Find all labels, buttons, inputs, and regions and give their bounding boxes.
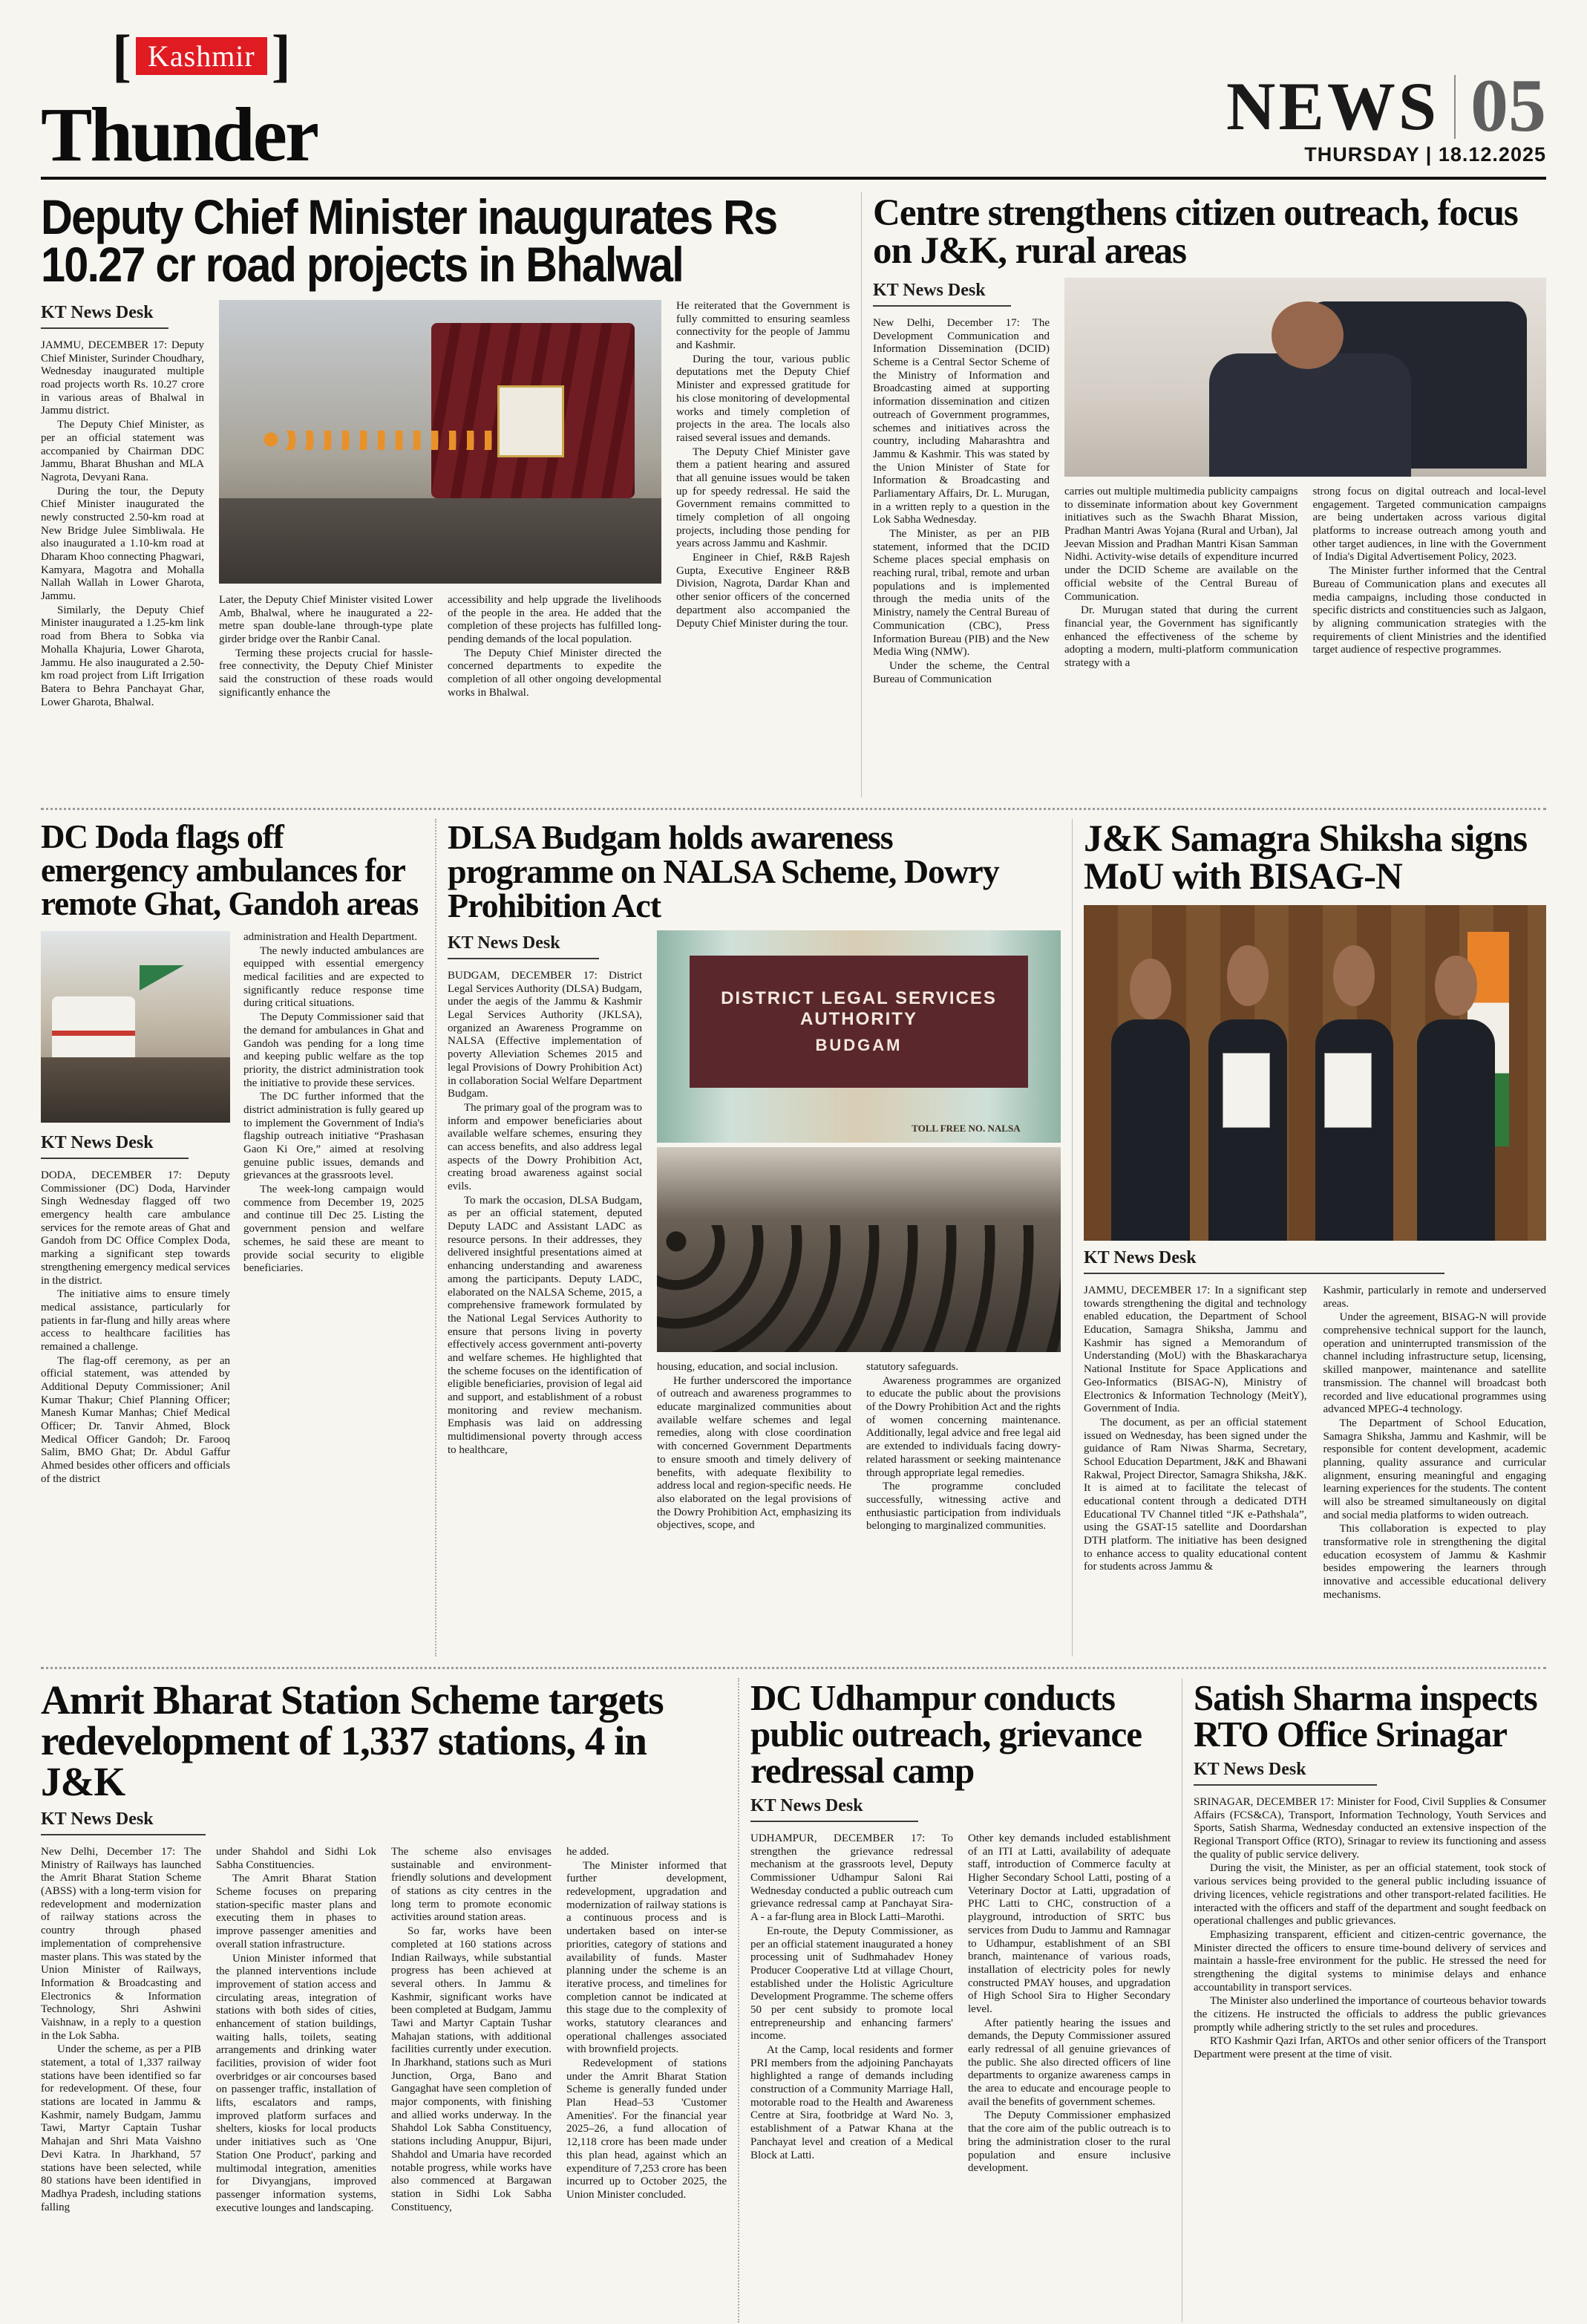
article-doda-ambulances bbox=[41, 819, 424, 1656]
page-number: 05 bbox=[1470, 64, 1546, 148]
masthead-right bbox=[1226, 64, 1546, 169]
article-column: administration and Health Department. The newly inducted ambulances are equipped with essential emergency medical facilities and are expected to significantly reduce response time during critical situations. The Deputy Commissioner said that the demand for ambulances in Ghat and Gandoh was pending for a long time and keeping public welfare as the top priority, the district administration took the initiative to provide these services. The DC further informed that the district administration is fully geared up to implement the Government of India's flagship outreach initiative “Prashasan Gaon Ki Ore,” aimed at resolving genuine public issues, demands and grievances at the grassroots level. The week-long campaign would commence from December 19, 2025 and continue till Dec 25. Listing the government pension and welfare schemes, he said these are meant to provide social security to eligible beneficiaries. bbox=[243, 931, 424, 1275]
byline: KT News Desk bbox=[448, 933, 599, 959]
article-dlsa-budgam bbox=[448, 819, 1061, 1656]
article-amrit-bharat-stations bbox=[41, 1678, 727, 2323]
article-headline: Deputy Chief Minister inaugurates Rs 10.27 cr road projects in Bhalwal bbox=[41, 189, 777, 293]
vertical-rule bbox=[435, 819, 436, 1656]
article-column: accessibility and help upgrade the livelihoods of the people in the area. He added that the completion of these projects has fulfilled long-pending demands of the local population. The Deputy Chief Minister directed the concerned departments to expedite the completion of all other ongoing developmental works in Bhalwal. bbox=[448, 594, 661, 699]
article-column: JAMMU, DECEMBER 17: In a significant step towards strengthening the digital and technology enabled education, the Department of School Education, Samagra Shiksha, Jammu and Kashmir has signed a Memorandum of Understanding (MoU) with the Bhaskaracharya National Institute for Space Applications and Geo-Informatics (BISAG-N), Ministry of Electronics & Information Technology (MeitY), Government of India. The document, as per an official statement issued on Wednesday, has been signed under the guidance of Ram Niwas Sharma, Secretary, School Education Department, J&K and Bhawani Rakwal, Project Director, Samagra Shiksha, J&K. It is aimed at to facilitate the telecast of educational content through a dedicated DTH Educational TV Channel titled “JK e-Pathshala”, using the GSAT-15 satellite and Doordarshan DTH platform. The initiative has been designed to enhance access to quality educational content for students across Jammu & bbox=[1084, 1285, 1307, 1573]
article-column: under Shahdol and Sidhi Lok Sabha Constituencies. The Amrit Bharat Station Scheme focuses on preparing station-specific master plans and executing them in phases to improve passenger amenities and overall station infrastructure. Union Minister informed that the planned interventions include improvement of station access and circulating areas, integration of stations with both sides of cities, enhancement of station buildings, waiting halls, toilets, seating arrangements and drinking water facilities, provision of wider foot overbridges or air concourses based on passenger traffic, installation of lifts, escalators and ramps, improved platform surfaces and shelters, kiosks for local products under initiatives such as 'One Station One Product', parking and multimodal integration, amenities for Divyangjans, improved passenger information systems, executive lounges and landscaping. bbox=[216, 1846, 376, 2214]
article-column: He reiterated that the Government is fully committed to ensuring seamless connectivity for the people of Jammu and Kashmir. During the tour, various public deputations met the Deputy Chief Minister and expressed gratitude for his close monitoring of developmental works and timely completion of projects in the area. The locals also raised several issues and demands. The Deputy Chief Minister gave them a patient hearing and assured that all genuine issues would be taken up for speedy redressal. He said the Government remains committed to timely completion of all ongoing projects, including those pending for years across Jammu and Kashmir. Engineer in Chief, R&B Rajesh Gupta, Executive Engineer R&B Division, Nagrota, Dardar Khan and other senior officers of the concerned department also accompanied the Deputy Chief Minister during the tour. bbox=[676, 300, 850, 630]
masthead bbox=[41, 21, 1546, 180]
vertical-rule bbox=[738, 1678, 739, 2323]
article-bhalwal-roads bbox=[41, 189, 850, 797]
bracket-close-glyph: ] bbox=[271, 23, 291, 88]
byline: KT News Desk bbox=[1194, 1760, 1377, 1786]
byline: KT News Desk bbox=[41, 1133, 189, 1159]
article-column: housing, education, and social inclusion. He further underscored the importance of outreach and awareness programmes to educate marginalized communities about available welfare schemes and legal remedies, along with close coordination with concerned Government Departments to ensure smooth and timely delivery of benefits, with adequate flexibility to address local and region-specific needs. He also elaborated on the legal provisions of the Dowry Prohibition Act, emphasizing its objectives, scope, and bbox=[657, 1361, 851, 1532]
vertical-rule bbox=[1072, 819, 1073, 1656]
article-rto-inspection bbox=[1194, 1678, 1546, 2323]
banner-text: DISTRICT LEGAL SERVICES AUTHORITY BUDGAM bbox=[690, 956, 1029, 1087]
section-title: NEWS bbox=[1226, 68, 1439, 145]
byline: KT News Desk bbox=[41, 303, 168, 329]
dlsa-banner-photo bbox=[657, 930, 1061, 1143]
vertical-rule bbox=[861, 192, 862, 797]
mou-signing-photo bbox=[1084, 905, 1546, 1241]
brand-badge: Kashmir bbox=[136, 37, 267, 75]
article-column: SRINAGAR, DECEMBER 17: Minister for Food, Civil Supplies & Consumer Affairs (FCS&CA), Transport, Information Technology, Youth Services and Sports, Satish Sharma, Wednesday conducted an extensive inspection of the Regional Transport Office (RTO), Srinagar to review its functioning and assess the quality of public service delivery. During the visit, the Minister, as per an official statement, took stock of various services being provided to the general public including issuance of driving licences, vehicle registrations and other transport-related facilities. He interacted with the officers and staff of the department and sought feedback on operational challenges and public grievances. Emphasizing transparent, efficient and citizen-centric governance, the Minister directed the officers to ensure time-bound delivery of services and maintain a hassle-free environment for the public. He stressed the need for strengthening the digital systems to minimise delays and enhance accountability in transport services. The Minister also underlined the importance of courteous behavior towards the citizens. He instructed the officials to address the public grievances promptly while adhering strictly to the set rules and procedures. RTO Kashmir Qazi Irfan, ARTOs and other senior officers of the Transport Department were present at the time of visit. bbox=[1194, 1796, 1546, 2061]
article-column: DODA, DECEMBER 17: Deputy Commissioner (DC) Doda, Harvinder Singh Wednesday flagged off two emergency health care ambulance services for the remote areas of Ghat and Gandoh from DC Office Complex Doda, marking a significant step towards strengthening emergency medical services in the district. The initiative aims to ensure timely medical assistance, particularly for patients in far-flung and hilly areas where access to healthcare facilities has remained a challenge. The flag-off ceremony, as per an official statement, was attended by Additional Deputy Commissioner; Anil Kumar Thakur; Chief Planning Officer; Manesh Kumar Manhas; Chief Medical Officer; Dr. Tanvir Ahmed, Block Medical Officer Gandoh; Dr. Farooq Salim, BMO Ghat; Dr. Abdul Gaffur Ahmed besides other officers and officials of the district bbox=[41, 1169, 230, 1485]
article-column: Later, the Deputy Chief Minister visited Lower Amb, Bhalwal, where he inaugurated a 22-metre span double-lane through-type plate girder bridge over the Ranbir Canal. Terming these projects crucial for hassle-free connectivity, the Deputy Chief Minister said the construction of these roads would significantly enhance the bbox=[219, 594, 433, 699]
byline: KT News Desk bbox=[750, 1796, 918, 1822]
article-column: carries out multiple multimedia publicity campaigns to disseminate information about key Government initiatives such as the Swachh Bharat Mission, Pradhan Mantri Awas Yojana (Rural and Urban), Jal Jeevan Mission and Pradhan Mantri Kisan Samman Nidhi. Activity-wise details of expenditure incurred under the DCID Scheme are available on the official website of the Central Bureau of Communication. Dr. Murugan stated that during the current financial year, the Government has significantly enhanced the effectiveness of the scheme by adopting a modern, multi-platform communication strategy with a bbox=[1064, 486, 1298, 669]
article-headline: Centre strengthens citizen outreach, focus on J&K, rural areas bbox=[873, 192, 1518, 272]
byline: KT News Desk bbox=[41, 1809, 206, 1835]
article-column: Kashmir, particularly in remote and underserved areas. Under the agreement, BISAG-N will provide comprehensive technical support for the launch, operation and uninterrupted transmission of the channel including infrastructure setup, licensing, skilled manpower, maintenance and satellite transmission. The channel will broadcast both recorded and live educational programmes using advanced MPEG-4 technology. The Department of School Education, Samagra Shiksha, Jammu and Kashmir, will be responsible for content development, academic planning, quality assurance and curricular alignment, ensuring meaningful and engaging learning experiences for the students. The content will also be streamed simultaneously on digital and social media platforms to widen outreach. This collaboration is expected to play transformative role in strengthening the digital education ecosystem of Jammu & Kashmir besides empowering the learners through innovative and accessible educational delivery mechanisms. bbox=[1323, 1285, 1546, 1601]
article-column: New Delhi, December 17: The Development Communication and Information Dissemination (DCID) Scheme is a Central Sector Scheme of the Ministry of Information and Broadcasting aimed at supporting information dissemination and citizen outreach of Government programmes, schemes and initiatives across the country, including Maharashtra and Jammu & Kashmir. This was stated by the Union Minister of State for Information & Broadcasting and Parliamentary Affairs, Dr. L. Murugan, in a written reply to a question in the Lok Sabha Wednesday. The Minister, as per an PIB statement, informed that the DCID Scheme places special emphasis on reaching rural, tribal, remote and urban populations and is implemented through the media units of the Ministry, namely the Central Bureau of Communication (CBC), Press Information Bureau (PIB) and the New Media Wing (NMW). Under the scheme, the Central Bureau of Communication bbox=[873, 317, 1050, 685]
article-column: strong focus on digital outreach and local-level engagement. Targeted communication campaigns are being undertaken across various digital platforms to increase outreach among youth and other target audiences, in line with the Government of India's Digital Advertisement Policy, 2023. The Minister further informed that the Central Bureau of Communication plans and executes all media campaigns, including those conducted in specific districts and constituencies such as Jalgaon, by aligning communication strategies with the requirements of client Ministries and the identified target audience of respective programmes. bbox=[1312, 486, 1546, 656]
article-headline: Amrit Bharat Station Scheme targets redevelopment of 1,337 stations, 4 in J&K bbox=[41, 1677, 664, 1805]
article-column: New Delhi, December 17: The Ministry of Railways has launched the Amrit Bharat Station Scheme (ABSS) with a long-term vision for redevelopment and modernization of railway stations across the country through phased implementation of comprehensive master plans. This was stated by the Union Minister of Railways, Information & Broadcasting and Electronics & Information Technology, Shri Ashwini Vaishnaw, in a reply to a question in the Lok Sabha. Under the scheme, as per a PIB statement, a total of 1,337 railway stations have been identified so far for redevelopment. Of these, four stations are located in Jammu & Kashmir, namely Budgam, Jammu Tawi, Martyr Captain Tushar Mahajan and Shri Mata Vaishno Devi Katra. In Jharkhand, 57 stations have been selected, while 80 stations have been identified in Madhya Pradesh, including stations falling bbox=[41, 1846, 201, 2213]
banner-tollfree-text: TOLL FREE NO. NALSA bbox=[912, 1122, 1021, 1134]
section-divider bbox=[1454, 75, 1456, 139]
article-column: BUDGAM, DECEMBER 17: District Legal Services Authority (DLSA) Budgam, under the aegis of the Jammu & Kashmir Legal Services Authority (JKLSA), organized an Awareness Programme on NALSA (Effective implementation of poverty Alleviation Schemes 2015 and legal Provisions of Dowry Prohibition Act) in collaboration Social Welfare Department Budgam. The primary goal of the program was to inform and empower beneficiaries about available welfare schemes, ensuring they can access benefits, and also address legal aspects of the Dowry Prohibition Act, creating broad awareness against social evils. To mark the occasion, DLSA Budgam, as per an official statement, deputed Deputy LADC and Assistant LADC as resource persons. In their addresses, they delivered insightful presentations aimed at enhancing understanding and awareness among the participants. Deputy LADC, elaborated on the NALSA Scheme, 2015, a comprehensive framework formulated by the National Legal Services Authority to ensure that persons living in poverty effectively access government anti-poverty and welfare schemes. He highlighted that the scheme focuses on the identification of eligible beneficiaries, provision of legal aid and support, and establishment of a robust monitoring and review mechanism. Emphasis was laid on addressing multidimensional poverty through access to healthcare, bbox=[448, 970, 642, 1456]
bracket-open-glyph: [ bbox=[112, 23, 131, 88]
article-headline: DC Udhampur conducts public outreach, grievance redressal camp bbox=[750, 1677, 1142, 1792]
article-column: Other key demands included establishment of an ITI at Latti, availability of adequate staff, introduction of Commerce faculty at Higher Secondary School Latti, posting of a Veterinary Doctor at Latti, upgradation of PHC Latti to CHC, construction of a playground, introduction of SRTC bus services from Dudu to Jammu and Ramnagar to Udhampur, establishment of an SBI branch, maintenance of various roads, installation of electricity poles for newly constructed PMAY houses, and upgradation of High School Sira to Higher Secondary level. After patiently hearing the issues and demands, the Deputy Commissioner assured early redressal of all genuine grievances of the public. She also directed officers of line departments to organize awareness camps in the area to educate and encourage people to avail the benefits of government schemes. The Deputy Commissioner emphasized that the core aim of the public outreach is to bring the administration closer to the rural population and ensure inclusive development. bbox=[968, 1832, 1171, 2175]
horizontal-rule bbox=[41, 808, 1546, 810]
brand-name: Thunder bbox=[41, 92, 318, 177]
article-column: The scheme also envisages sustainable and environment-friendly solutions and development of stations as city centres in the long term to promote economic activities around station areas. So far, works have been completed at 160 stations across Indian Railways, while substantial progress has been achieved at several others. In Jammu & Kashmir, significant works have been completed at Budgam, Jammu Tawi and Martyr Captain Tushar Mahajan stations, with additional facilities currently under execution. In Jharkhand, stations such as Muri Junction, Orga, Bano and Gangaghat have seen completion of major components, with finishing and allied works underway. In the Shahdol Lok Sabha Constituency, stations including Anuppur, Bijuri, Shahdol and Umaria have recorded notable progress, while works have also commenced at Bargawan station in Sidhi Lok Sabha Constituency, bbox=[391, 1846, 552, 2213]
byline: KT News Desk bbox=[1084, 1248, 1444, 1274]
date-line: THURSDAY | 18.12.2025 bbox=[1304, 143, 1546, 166]
brand-badge-row bbox=[112, 23, 291, 88]
road-inauguration-photo bbox=[219, 300, 661, 584]
ambulance-flagoff-photo bbox=[41, 931, 230, 1123]
article-column: UDHAMPUR, DECEMBER 17: To strengthen the grievance redressal mechanism at the grassroots level, Deputy Commissioner Udhampur Saloni Rai Wednesday conducted a public outreach cum grievance redressal camp at Panchayat Sira-A - a far-flung area in Block Latti–Marothi. En-route, the Deputy Commissioner, as per an official statement inaugurated a honey processing unit of Sudhmahadev Honey Producer Cooperative Ltd at village Chourt, established under the Holistic Agriculture Development Programme. The scheme offers 50 per cent subsidy to promote local entrepreneurship and enhancing farmers' income. At the Camp, local residents and former PRI members from the adjoining Panchayats highlighted a range of demands including construction of a Community Marriage Hall, motorable road to the Health and Awareness Centre at Sira, footbridge at Ward No. 3, establishment of a Patwar Khana at the Panchayat level and creation of a Medical Block at Latti. bbox=[750, 1832, 953, 2161]
article-column: JAMMU, DECEMBER 17: Deputy Chief Minister, Surinder Choudhary, Wednesday inaugurated multiple road projects worth Rs. 10.27 crore in various areas of Bhalwal in Jammu district. The Deputy Chief Minister, as per an official statement was accompanied by Chairman DDC Jammu, Bharat Bhushan and MLA Nagrota, Devyani Rana. During the tour, the Deputy Chief Minister inaugurated the newly constructed 2.50-km road at New Bridge Julee Simbliwala. He also inaugurated a 1.10-km road at Dharam Khoo connecting Phagwari, Kamyara, Magotra and Mohalla Nallah Wallah in Lower Gharota, Jammu. Similarly, the Deputy Chief Minister inaugurated a 1.25-km link road from Bhera to Sobka via Mohalla Khajuria, Lower Gharota, Jammu. He also inaugurated a 2.50-km road project from Lift Irrigation Batera to Behra Panchayat Ghar, Lower Gharota, Bhalwal. bbox=[41, 339, 204, 708]
article-samagra-bisag-mou bbox=[1084, 819, 1546, 1656]
minister-murugan-photo bbox=[1064, 278, 1546, 477]
article-udhampur-camp bbox=[750, 1678, 1171, 2323]
article-headline: J&K Samagra Shiksha signs MoU with BISAG-N bbox=[1084, 818, 1528, 898]
article-headline: Satish Sharma inspects RTO Office Srinagar bbox=[1194, 1677, 1537, 1755]
brand-logo bbox=[41, 23, 457, 177]
article-dcid-outreach bbox=[873, 192, 1546, 797]
awareness-audience-photo bbox=[657, 1147, 1061, 1352]
byline: KT News Desk bbox=[873, 281, 1011, 307]
article-headline: DC Doda flags off emergency ambulances for remote Ghat, Gandoh areas bbox=[41, 818, 419, 923]
article-headline: DLSA Budgam holds awareness programme on NALSA Scheme, Dowry Prohibition Act bbox=[448, 818, 999, 925]
article-column: statutory safeguards. Awareness programmes are organized to educate the public about the provisions of the Dowry Prohibition Act and the rights of women concerning maintenance. Additionally, legal advice and free legal aid are extended to individuals facing dowry-related harassment or seeking maintenance through appropriate legal remedies. The programme concluded successfully, witnessing active and enthusiastic participation from individuals belonging to marginalized communities. bbox=[866, 1361, 1061, 1533]
horizontal-rule bbox=[41, 1667, 1546, 1669]
article-column: he added. The Minister informed that further development, redevelopment, upgradation and modernization of railway stations is a continuous process and is undertaken based on inter-se priorities, category of stations and availability of funds. Master planning under the scheme is an iterative process, and timelines for completion cannot be indicated at this stage due to the complexity of works, statutory clearances and operational challenges associated with brownfield projects. Redevelopment of stations under the Amrit Bharat Station Scheme is generally funded under Plan Head–53 'Customer Amenities'. For the financial year 2025–26, a fund allocation of 12,118 crore has been made under this plan head, against which an expenditure of 7,253 crore has been incurred up to October 2025, the Union Minister concluded. bbox=[566, 1846, 727, 2201]
